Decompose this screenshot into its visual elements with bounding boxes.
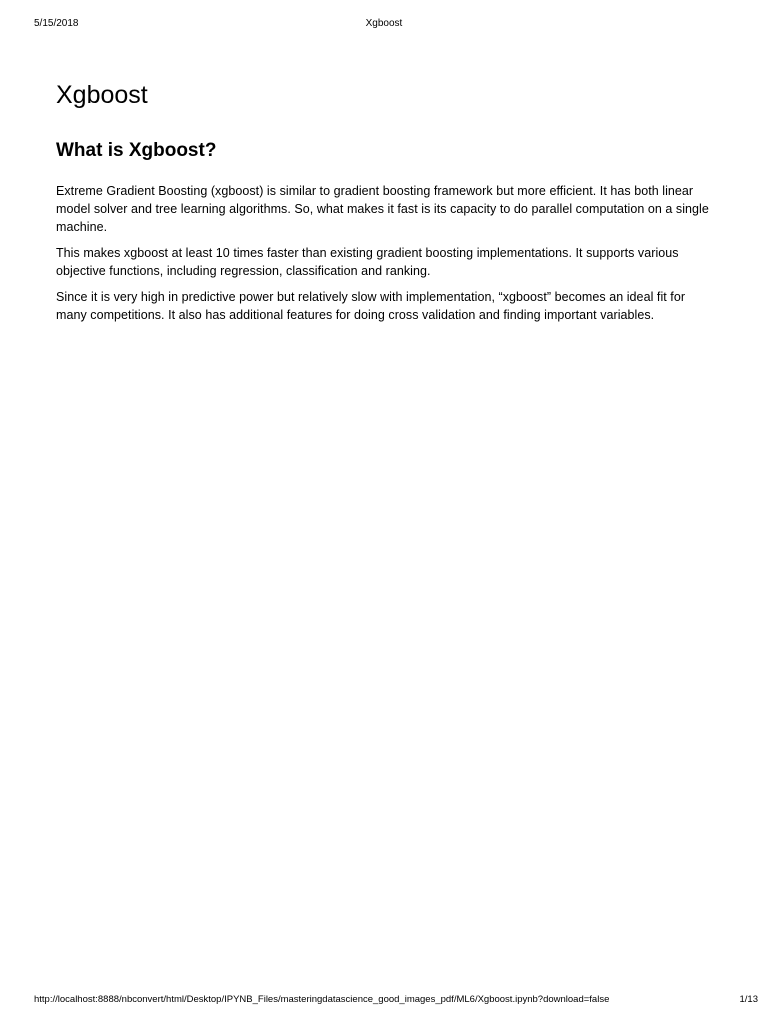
paragraph-2: This makes xgboost at least 10 times faster than existing gradient boosting implementations. It supports various objective functions, including regression, classification and ranking. bbox=[56, 246, 679, 278]
page-title: Xgboost bbox=[56, 81, 148, 109]
source-url: http://localhost:8888/nbconvert/html/Desktop/IPYNB_Files/masteringdatascience_good_images_pdf/ML6/Xgboost.ipynb?download=false bbox=[34, 994, 610, 1005]
page-number: 1/13 bbox=[739, 994, 758, 1005]
print-title: Xgboost bbox=[365, 18, 403, 29]
paragraph-1: Extreme Gradient Boosting (xgboost) is similar to gradient boosting framework but more efficient. It has both linear model solver and tree learning algorithms. So, what makes it fast is its capacity to do parallel computation on a single machine. bbox=[56, 184, 709, 234]
paragraph-3: Since it is very high in predictive power but relatively slow with implementation, “xgboost” becomes an ideal fit for many competitions. It also has additional features for doing cross validation and finding important variables. bbox=[56, 290, 686, 322]
print-header bbox=[34, 17, 734, 31]
document-body bbox=[56, 78, 716, 332]
section-heading: What is Xgboost? bbox=[56, 140, 217, 161]
paragraph-group bbox=[56, 182, 716, 324]
print-footer bbox=[34, 993, 758, 1007]
print-date: 5/15/2018 bbox=[34, 18, 79, 29]
